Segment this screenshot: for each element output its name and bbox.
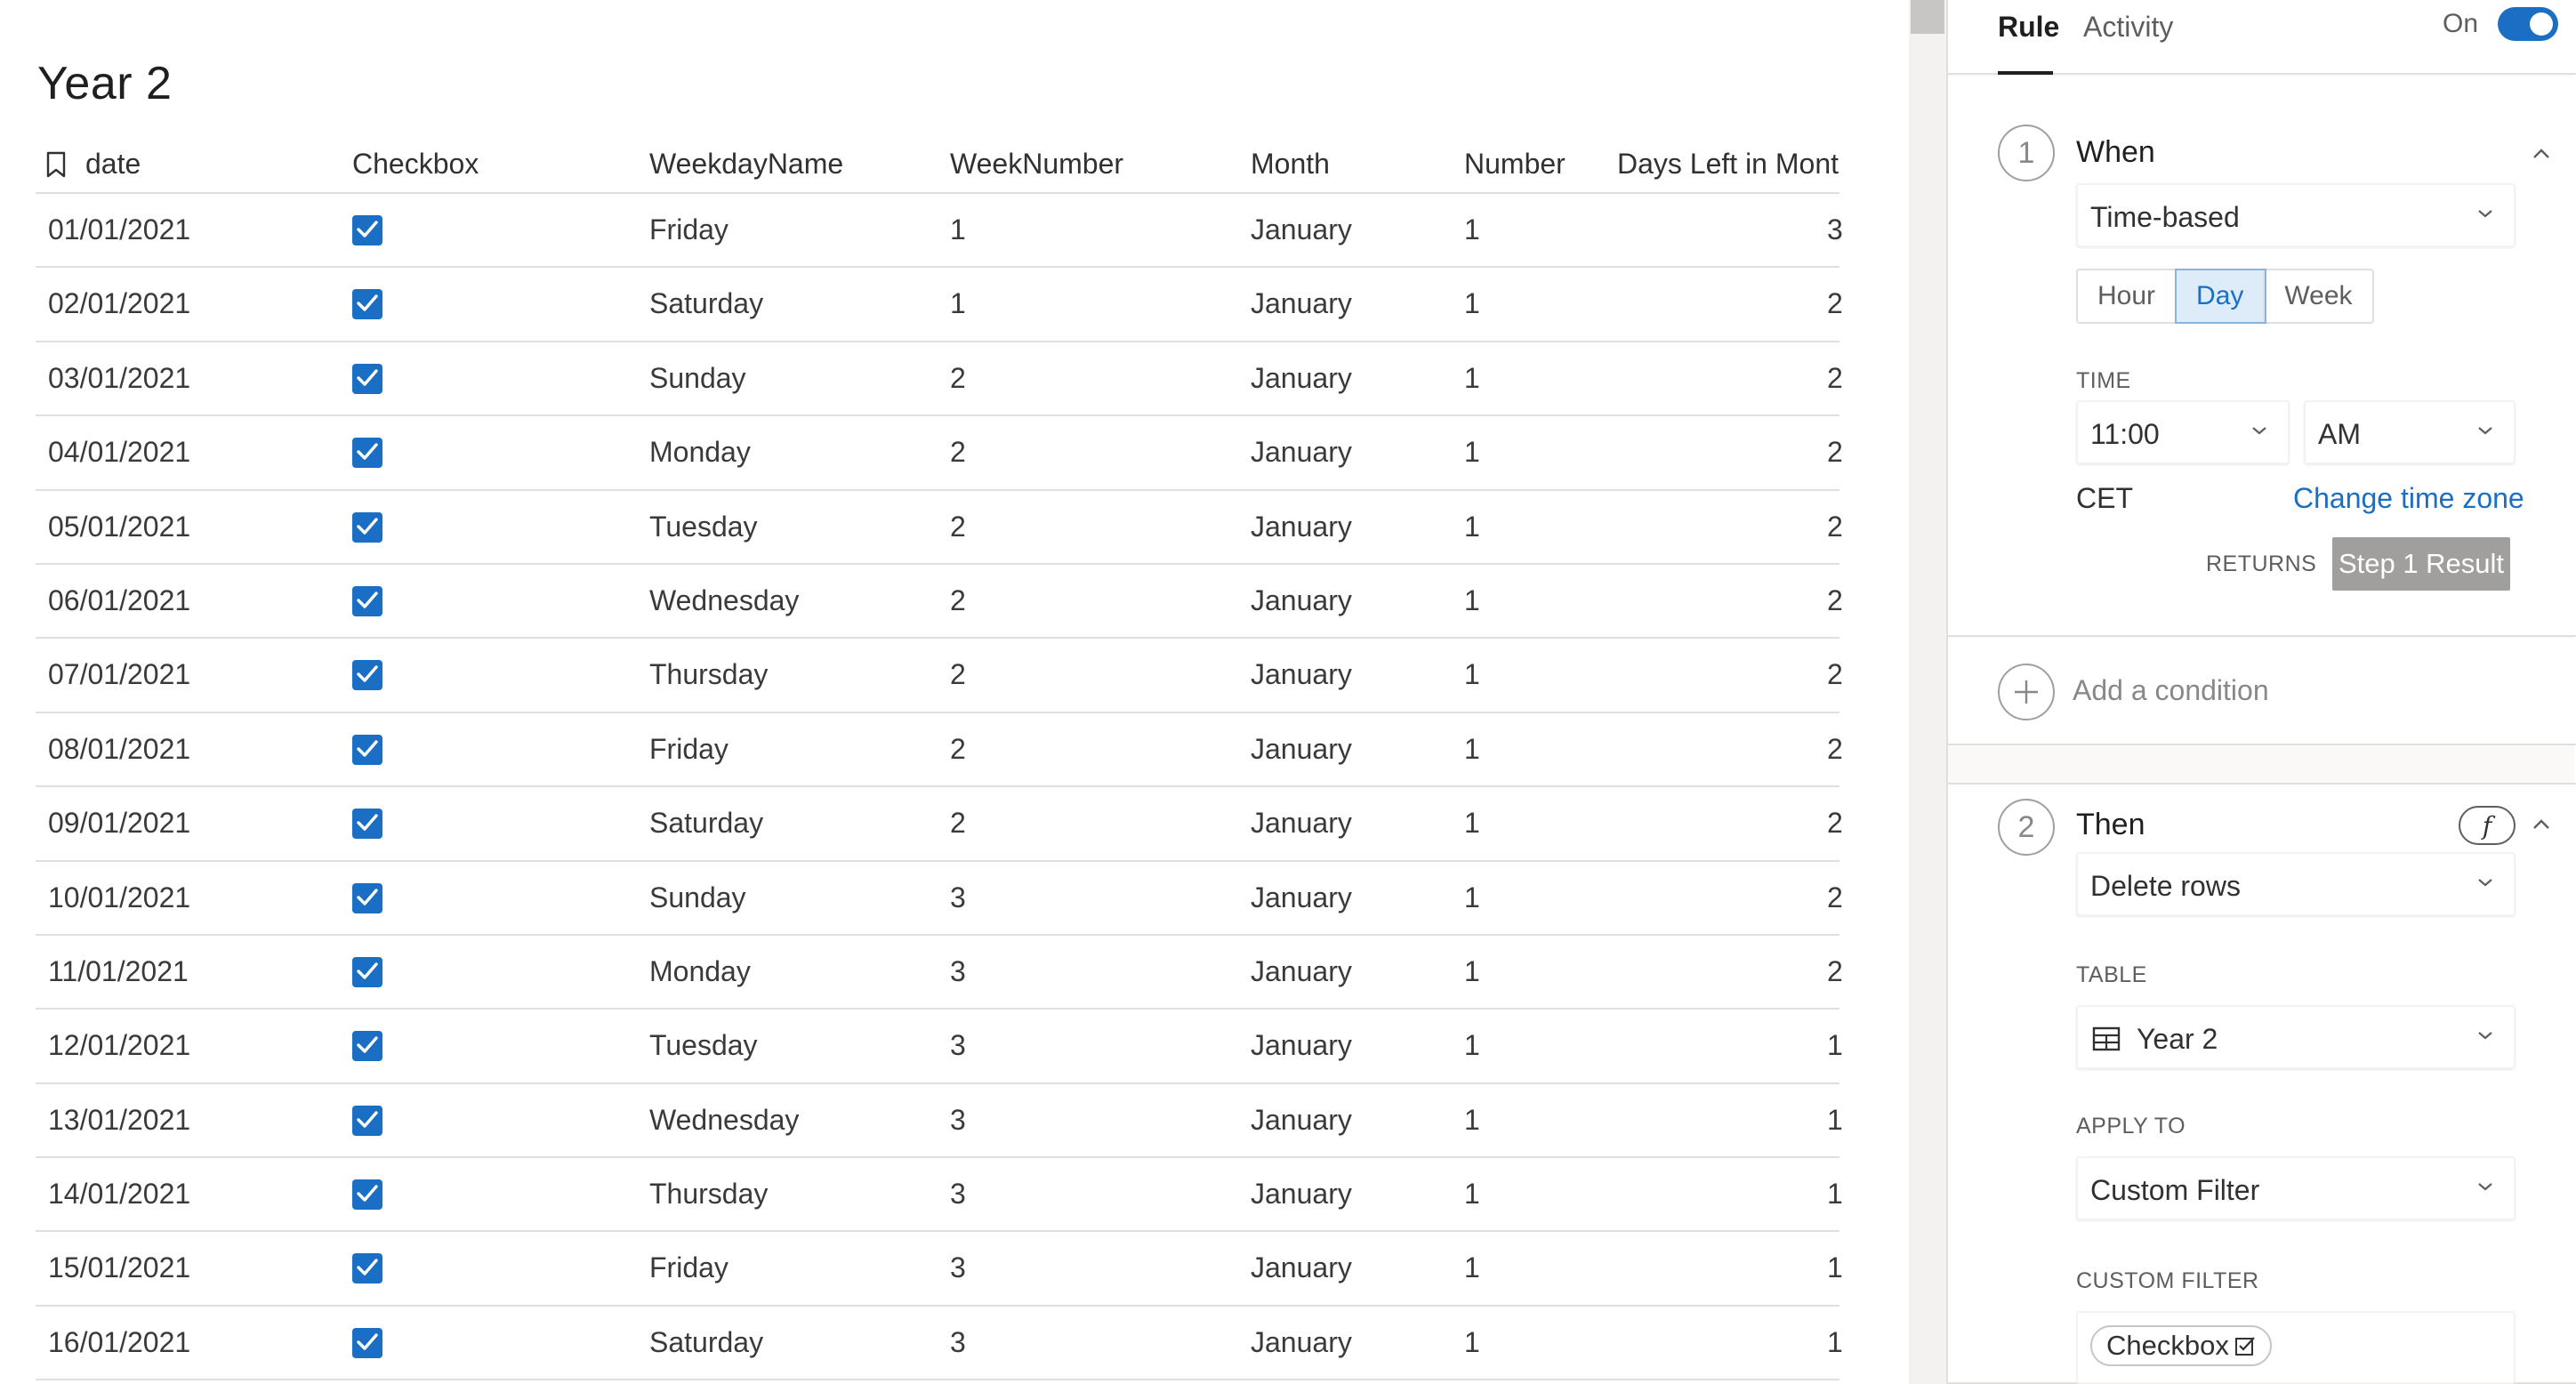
cell-days-left[interactable]: 1 (1827, 1325, 1843, 1358)
cell-weekday[interactable]: Thursday (649, 658, 769, 691)
cell-month[interactable]: January (1251, 807, 1352, 840)
rule-panel (1946, 0, 2574, 1384)
table-row[interactable] (36, 787, 1843, 861)
tab-rule[interactable]: Rule (1998, 11, 2060, 43)
cell-days-left[interactable]: 1 (1827, 1251, 1843, 1284)
cell-date[interactable]: 04/01/2021 (48, 436, 191, 469)
checkbox-checked-icon[interactable] (352, 1031, 382, 1061)
when-section (1948, 76, 2576, 637)
cell-week-number[interactable]: 2 (950, 583, 966, 616)
checkbox-checked-icon[interactable] (352, 660, 382, 690)
column-header-month[interactable]: Month (1251, 148, 1330, 180)
cell-weekday[interactable]: Saturday (649, 1325, 764, 1358)
cell-week-number[interactable]: 2 (950, 361, 966, 394)
checkbox-checked-icon[interactable] (352, 735, 382, 765)
filter-chip[interactable] (2090, 1325, 2272, 1366)
cell-date[interactable]: 09/01/2021 (48, 807, 191, 840)
toggle-label: On (2443, 9, 2479, 38)
rule-enabled-toggle[interactable] (2498, 7, 2558, 41)
cell-month[interactable]: January (1251, 732, 1352, 765)
checkbox-checked-icon[interactable] (352, 364, 382, 394)
table-row[interactable] (36, 1232, 1843, 1306)
cell-week-number[interactable]: 2 (950, 807, 966, 840)
cell-date[interactable]: 08/01/2021 (48, 732, 191, 765)
cell-week-number[interactable]: 2 (950, 658, 966, 691)
cell-date[interactable]: 01/01/2021 (48, 213, 191, 245)
checkbox-checked-icon[interactable] (352, 883, 382, 913)
cell-days-left[interactable]: 2 (1827, 807, 1843, 840)
table-row[interactable] (36, 1158, 1843, 1232)
table-row[interactable] (36, 862, 1843, 936)
cell-weekday[interactable]: Sunday (649, 881, 746, 913)
cell-month[interactable]: January (1251, 436, 1352, 469)
cell-number[interactable]: 1 (1464, 658, 1480, 691)
cell-week-number[interactable]: 2 (950, 732, 966, 765)
apply-to-select[interactable] (2076, 1156, 2516, 1220)
cell-number[interactable]: 1 (1464, 1251, 1480, 1284)
cell-month[interactable]: January (1251, 658, 1352, 691)
cell-days-left[interactable]: 2 (1827, 510, 1843, 543)
chevron-down-icon (2250, 425, 2268, 436)
cell-weekday[interactable]: Sunday (649, 361, 746, 394)
cell-week-number[interactable]: 3 (950, 1103, 966, 1136)
table-row[interactable] (36, 1084, 1843, 1158)
table-icon (2092, 1026, 2121, 1051)
cell-month[interactable]: January (1251, 361, 1352, 394)
column-header-date[interactable] (36, 148, 141, 181)
apply-to-label: APPLY TO (2076, 1114, 2186, 1139)
toggle-knob (2530, 12, 2553, 36)
grid-header (36, 139, 1839, 194)
table-row[interactable] (36, 936, 1843, 1010)
cell-date[interactable]: 05/01/2021 (48, 510, 191, 543)
then-section (1948, 783, 2576, 1384)
add-condition-section[interactable] (1948, 639, 2576, 745)
cell-weekday[interactable]: Saturday (649, 807, 764, 840)
cell-week-number[interactable]: 3 (950, 1325, 966, 1358)
cell-number[interactable]: 1 (1464, 361, 1480, 394)
cell-date[interactable]: 02/01/2021 (48, 287, 191, 320)
checkbox-checked-icon[interactable] (352, 1179, 382, 1210)
table-row[interactable] (36, 713, 1843, 787)
checkbox-checked-icon[interactable] (352, 809, 382, 839)
time-select[interactable] (2076, 400, 2290, 464)
cell-days-left[interactable]: 2 (1827, 954, 1843, 987)
then-title: Then (2076, 808, 2145, 841)
column-header-weekdayname[interactable]: WeekdayName (649, 148, 844, 180)
table-row[interactable] (36, 639, 1843, 712)
cell-number[interactable]: 1 (1464, 510, 1480, 543)
cell-week-number[interactable]: 1 (950, 287, 966, 320)
grid-body (36, 194, 1843, 1380)
cell-week-number[interactable]: 3 (950, 881, 966, 913)
ampm-value: AM (2318, 418, 2361, 450)
frequency-hour-button[interactable]: Hour (2078, 270, 2177, 322)
returns-label: RETURNS (2206, 551, 2317, 576)
cell-week-number[interactable]: 2 (950, 510, 966, 543)
cell-weekday[interactable]: Wednesday (649, 1103, 800, 1136)
chevron-down-icon (2476, 877, 2494, 888)
scrollbar-thumb[interactable] (1911, 0, 1944, 34)
cell-number[interactable]: 1 (1464, 954, 1480, 987)
cell-number[interactable]: 1 (1464, 732, 1480, 765)
when-title: When (2076, 135, 2155, 169)
cell-weekday[interactable]: Monday (649, 954, 751, 987)
add-condition-label[interactable]: Add a condition (2073, 674, 2269, 706)
filter-chip-label: Checkbox (2106, 1330, 2229, 1361)
checkbox-checked-icon[interactable] (352, 586, 382, 616)
checkbox-checked-icon[interactable] (352, 1328, 382, 1358)
cell-number[interactable]: 1 (1464, 807, 1480, 840)
step-number: 1 (1998, 125, 2055, 181)
cell-week-number[interactable]: 2 (950, 436, 966, 469)
cell-number[interactable]: 1 (1464, 1325, 1480, 1358)
cell-number[interactable]: 1 (1464, 583, 1480, 616)
formula-icon[interactable]: f (2459, 806, 2516, 845)
cell-number[interactable]: 1 (1464, 436, 1480, 469)
column-header-label: date (85, 148, 141, 180)
panel-tabs (1948, 0, 2576, 75)
column-header-weeknumber[interactable]: WeekNumber (950, 148, 1124, 180)
data-grid (36, 139, 1843, 1380)
cell-date[interactable]: 03/01/2021 (48, 361, 191, 394)
table-row[interactable] (36, 194, 1843, 268)
cell-month[interactable]: January (1251, 213, 1352, 245)
apply-to-value: Custom Filter (2090, 1174, 2260, 1206)
step-number: 2 (1998, 799, 2055, 856)
plus-circle-icon[interactable] (1998, 664, 2055, 720)
chevron-down-icon (2476, 1030, 2494, 1041)
cell-date[interactable]: 07/01/2021 (48, 658, 191, 691)
cell-week-number[interactable]: 3 (950, 954, 966, 987)
cell-days-left[interactable]: 2 (1827, 881, 1843, 913)
table-row[interactable] (36, 1010, 1843, 1083)
frequency-day-button[interactable]: Day (2177, 270, 2265, 322)
table-row[interactable] (36, 416, 1843, 490)
cell-days-left[interactable]: 1 (1827, 1029, 1843, 1062)
cell-number[interactable]: 1 (1464, 1178, 1480, 1211)
cell-week-number[interactable]: 1 (950, 213, 966, 245)
cell-date[interactable]: 15/01/2021 (48, 1251, 191, 1284)
chevron-up-icon[interactable] (2532, 148, 2551, 160)
table-row[interactable] (36, 1307, 1843, 1380)
cell-days-left[interactable]: 2 (1827, 732, 1843, 765)
action-value: Delete rows (2090, 870, 2241, 902)
column-header-checkbox[interactable]: Checkbox (352, 148, 479, 180)
cell-month[interactable]: January (1251, 510, 1352, 543)
cell-date[interactable]: 16/01/2021 (48, 1325, 191, 1358)
cell-number[interactable]: 1 (1464, 213, 1480, 245)
cell-weekday[interactable]: Thursday (649, 1178, 769, 1211)
cell-days-left[interactable]: 2 (1827, 583, 1843, 616)
cell-days-left[interactable]: 1 (1827, 1103, 1843, 1136)
trigger-select[interactable] (2076, 183, 2516, 247)
cell-days-left[interactable]: 2 (1827, 436, 1843, 469)
table-row[interactable] (36, 491, 1843, 565)
checkbox-mini-icon (2234, 1335, 2256, 1356)
checkbox-checked-icon[interactable] (352, 1106, 382, 1136)
cell-weekday[interactable]: Monday (649, 436, 751, 469)
tab-activity[interactable]: Activity (2083, 11, 2174, 43)
cell-weekday[interactable]: Tuesday (649, 1029, 758, 1062)
table-row[interactable] (36, 268, 1843, 342)
cell-date[interactable]: 12/01/2021 (48, 1029, 191, 1062)
cell-month[interactable]: January (1251, 954, 1352, 987)
cell-weekday[interactable]: Friday (649, 213, 729, 245)
cell-weekday[interactable]: Tuesday (649, 510, 758, 543)
checkbox-checked-icon[interactable] (352, 957, 382, 987)
trigger-value: Time-based (2090, 201, 2240, 233)
cell-number[interactable]: 1 (1464, 287, 1480, 320)
cell-number[interactable]: 1 (1464, 1029, 1480, 1062)
ampm-select[interactable] (2304, 400, 2516, 464)
table-label: TABLE (2076, 962, 2147, 987)
step-result-chip[interactable]: Step 1 Result (2332, 537, 2510, 591)
table-row[interactable] (36, 342, 1843, 416)
cell-days-left[interactable]: 2 (1827, 658, 1843, 691)
frequency-segmented-control (2076, 269, 2374, 324)
cell-month[interactable]: January (1251, 1029, 1352, 1062)
change-time-zone-link[interactable]: Change time zone (2293, 482, 2524, 514)
cell-days-left[interactable]: 1 (1827, 1178, 1843, 1211)
chevron-down-icon (2476, 425, 2494, 436)
cell-date[interactable]: 14/01/2021 (48, 1178, 191, 1211)
cell-month[interactable]: January (1251, 1325, 1352, 1358)
chevron-down-icon (2476, 208, 2494, 219)
cell-month[interactable]: January (1251, 583, 1352, 616)
frequency-week-button[interactable]: Week (2284, 281, 2353, 310)
cell-number[interactable]: 1 (1464, 881, 1480, 913)
checkbox-checked-icon[interactable] (352, 438, 382, 468)
table-select[interactable] (2076, 1005, 2516, 1069)
cell-weekday[interactable]: Friday (649, 732, 729, 765)
time-value: 11:00 (2090, 418, 2160, 450)
cell-weekday[interactable]: Saturday (649, 287, 764, 320)
cell-date[interactable]: 06/01/2021 (48, 583, 191, 616)
action-select[interactable] (2076, 852, 2516, 916)
bookmark-icon (46, 151, 66, 178)
timezone-value: CET (2076, 482, 2133, 514)
checkbox-checked-icon[interactable] (352, 289, 382, 319)
cell-month[interactable]: January (1251, 287, 1352, 320)
checkbox-checked-icon[interactable] (352, 1253, 382, 1283)
cell-date[interactable]: 13/01/2021 (48, 1103, 191, 1136)
cell-date[interactable]: 11/01/2021 (48, 954, 189, 987)
table-value: Year 2 (2137, 1023, 2218, 1055)
column-header-days-left[interactable]: Days Left in Mont (1617, 148, 1839, 180)
checkbox-checked-icon[interactable] (352, 512, 382, 543)
cell-days-left[interactable]: 3 (1827, 213, 1843, 245)
active-tab-indicator (1998, 71, 2053, 75)
cell-week-number[interactable]: 3 (950, 1251, 966, 1284)
scrollbar-track[interactable] (1909, 0, 1946, 1384)
chevron-up-icon[interactable] (2532, 818, 2551, 831)
cell-weekday[interactable]: Friday (649, 1251, 729, 1284)
cell-month[interactable]: January (1251, 881, 1352, 913)
chevron-down-icon (2476, 1181, 2494, 1192)
custom-filter-label: CUSTOM FILTER (2076, 1268, 2259, 1293)
cell-number[interactable]: 1 (1464, 1103, 1480, 1136)
cell-days-left[interactable]: 2 (1827, 361, 1843, 394)
table-row[interactable] (36, 565, 1843, 639)
custom-filter-box[interactable] (2076, 1311, 2516, 1384)
time-label: TIME (2076, 368, 2131, 393)
cell-date[interactable]: 10/01/2021 (48, 881, 191, 913)
checkbox-checked-icon[interactable] (352, 215, 382, 245)
cell-days-left[interactable]: 2 (1827, 287, 1843, 320)
cell-week-number[interactable]: 3 (950, 1029, 966, 1062)
page-title: Year 2 (37, 58, 173, 109)
cell-month[interactable]: January (1251, 1103, 1352, 1136)
cell-month[interactable]: January (1251, 1178, 1352, 1211)
column-header-number[interactable]: Number (1464, 148, 1566, 180)
cell-month[interactable]: January (1251, 1251, 1352, 1284)
cell-weekday[interactable]: Wednesday (649, 583, 800, 616)
cell-week-number[interactable]: 3 (950, 1178, 966, 1211)
